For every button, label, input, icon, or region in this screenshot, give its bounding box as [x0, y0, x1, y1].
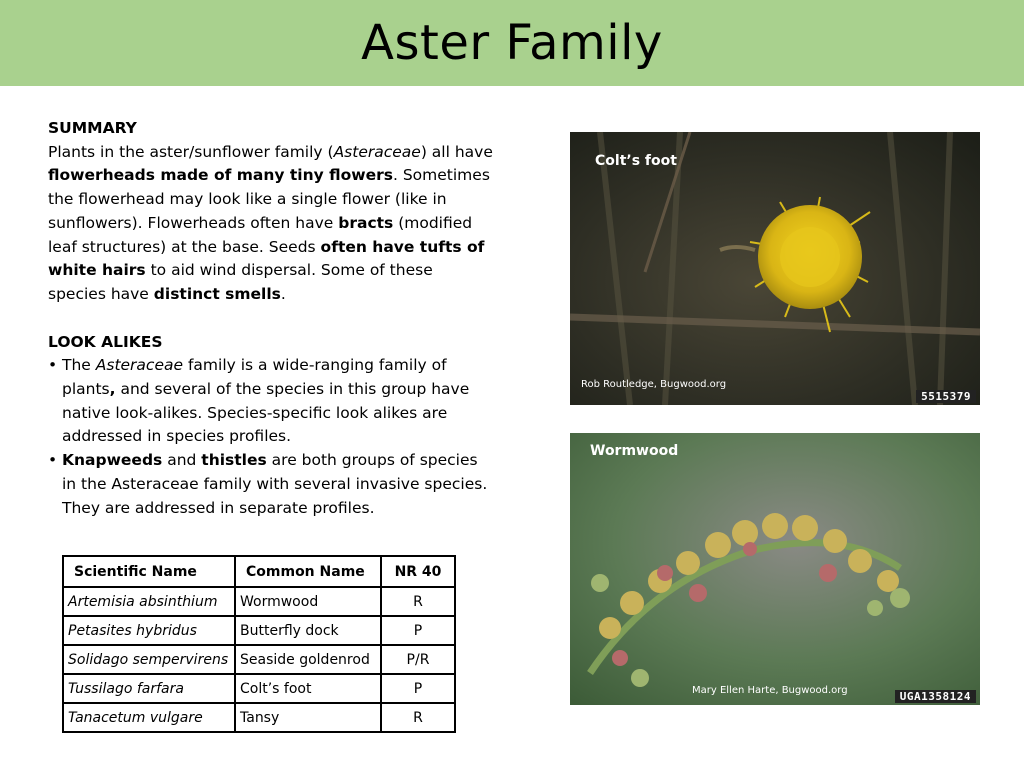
bullet2-bold-2: thistles — [201, 451, 267, 470]
table-cell-common: Wormwood — [235, 587, 381, 616]
text-column — [48, 117, 493, 520]
bullet2-text-2: are both groups of species in the Asteraceae family with several invasive species. They are addressed in separate profiles. — [62, 451, 488, 517]
look-alikes-list — [48, 354, 493, 520]
summary-text-4: (modified leaf structures) at the base. Seeds — [48, 213, 473, 256]
summary-text-5: to aid wind dispersal. Some of these species have — [48, 261, 433, 303]
header-nr40: NR 40 — [381, 556, 455, 587]
table-cell-scientific: Tussilago farfara — [63, 674, 235, 703]
table-cell-nr40: P — [381, 674, 455, 703]
table-cell-common: Tansy — [235, 703, 381, 732]
colts-foot-credit: Rob Routledge, Bugwood.org — [581, 379, 727, 390]
wormwood-code: UGA1358124 — [895, 690, 976, 703]
table-cell-scientific: Petasites hybridus — [63, 616, 235, 645]
wormwood-credit: Mary Ellen Harte, Bugwood.org — [692, 685, 848, 696]
table-cell-nr40: R — [381, 587, 455, 616]
spacer — [48, 307, 493, 331]
bullet2-bold-1: Knapweeds — [62, 451, 163, 470]
summary-bold-1: flowerheads made of many tiny flowers — [48, 166, 393, 185]
bullet1-text-2: family is a wide-ranging family of plants — [62, 356, 447, 399]
table-row — [63, 616, 455, 645]
summary-bold-2: bracts — [338, 213, 394, 232]
bullet1-text-1: The — [62, 356, 96, 375]
wormwood-label: Wormwood — [590, 443, 679, 459]
look-alikes-heading: LOOK ALIKES — [48, 332, 163, 351]
photo-colts-foot — [570, 132, 980, 405]
photo-wormwood — [570, 433, 980, 705]
table-cell-scientific: Tanacetum vulgare — [63, 703, 235, 732]
summary-text-6: . — [280, 284, 286, 303]
colts-foot-label: Colt’s foot — [595, 153, 677, 169]
title-bar — [0, 0, 1024, 86]
table-cell-scientific: Artemisia absinthium — [63, 587, 235, 616]
summary-text-1: Plants in the aster/sunflower family ( — [48, 142, 334, 161]
table-row — [63, 674, 455, 703]
bullet2-text-1: and — [162, 451, 202, 470]
summary-bold-4: distinct smells — [153, 284, 281, 303]
table-cell-nr40: R — [381, 703, 455, 732]
colts-foot-image — [570, 132, 980, 405]
look-alikes-bullet-2 — [48, 449, 493, 520]
table-cell-common: Butterfly dock — [235, 616, 381, 645]
header-common-name: Common Name — [235, 556, 381, 587]
colts-foot-code: 5515379 — [916, 390, 976, 403]
table-cell-scientific: Solidago sempervirens — [63, 645, 235, 674]
table-cell-nr40: P — [381, 616, 455, 645]
table-cell-common: Colt’s foot — [235, 674, 381, 703]
species-table — [62, 555, 456, 733]
summary-bold-3: often have tufts of white hairs — [48, 237, 485, 280]
table-header-row — [63, 556, 455, 587]
look-alikes-bullet-1 — [48, 354, 493, 449]
table-cell-common: Seaside goldenrod — [235, 645, 381, 674]
summary-text-2: ) all have — [420, 142, 493, 161]
bullet1-text-3: and several of the species in this group have native look-alikes. Species-specific look alikes are addressed in species profiles. — [62, 380, 470, 446]
header-scientific-name: Scientific Name — [63, 556, 235, 587]
summary-family-name: Asteraceae — [333, 142, 421, 161]
table-row — [63, 587, 455, 616]
table-row — [63, 645, 455, 674]
wormwood-image — [570, 433, 980, 705]
summary-heading: SUMMARY — [48, 119, 137, 137]
slide-title: Aster Family — [361, 15, 663, 71]
summary-text-3: . Sometimes the flowerhead may look like a single flower (like in sunflowers). Flowerheads often have — [48, 166, 490, 232]
summary-paragraph — [48, 141, 493, 307]
bullet1-family-name: Asteraceae — [95, 356, 184, 375]
table-row — [63, 703, 455, 732]
bullet1-bold-comma: , — [109, 380, 116, 399]
table-cell-nr40: P/R — [381, 645, 455, 674]
